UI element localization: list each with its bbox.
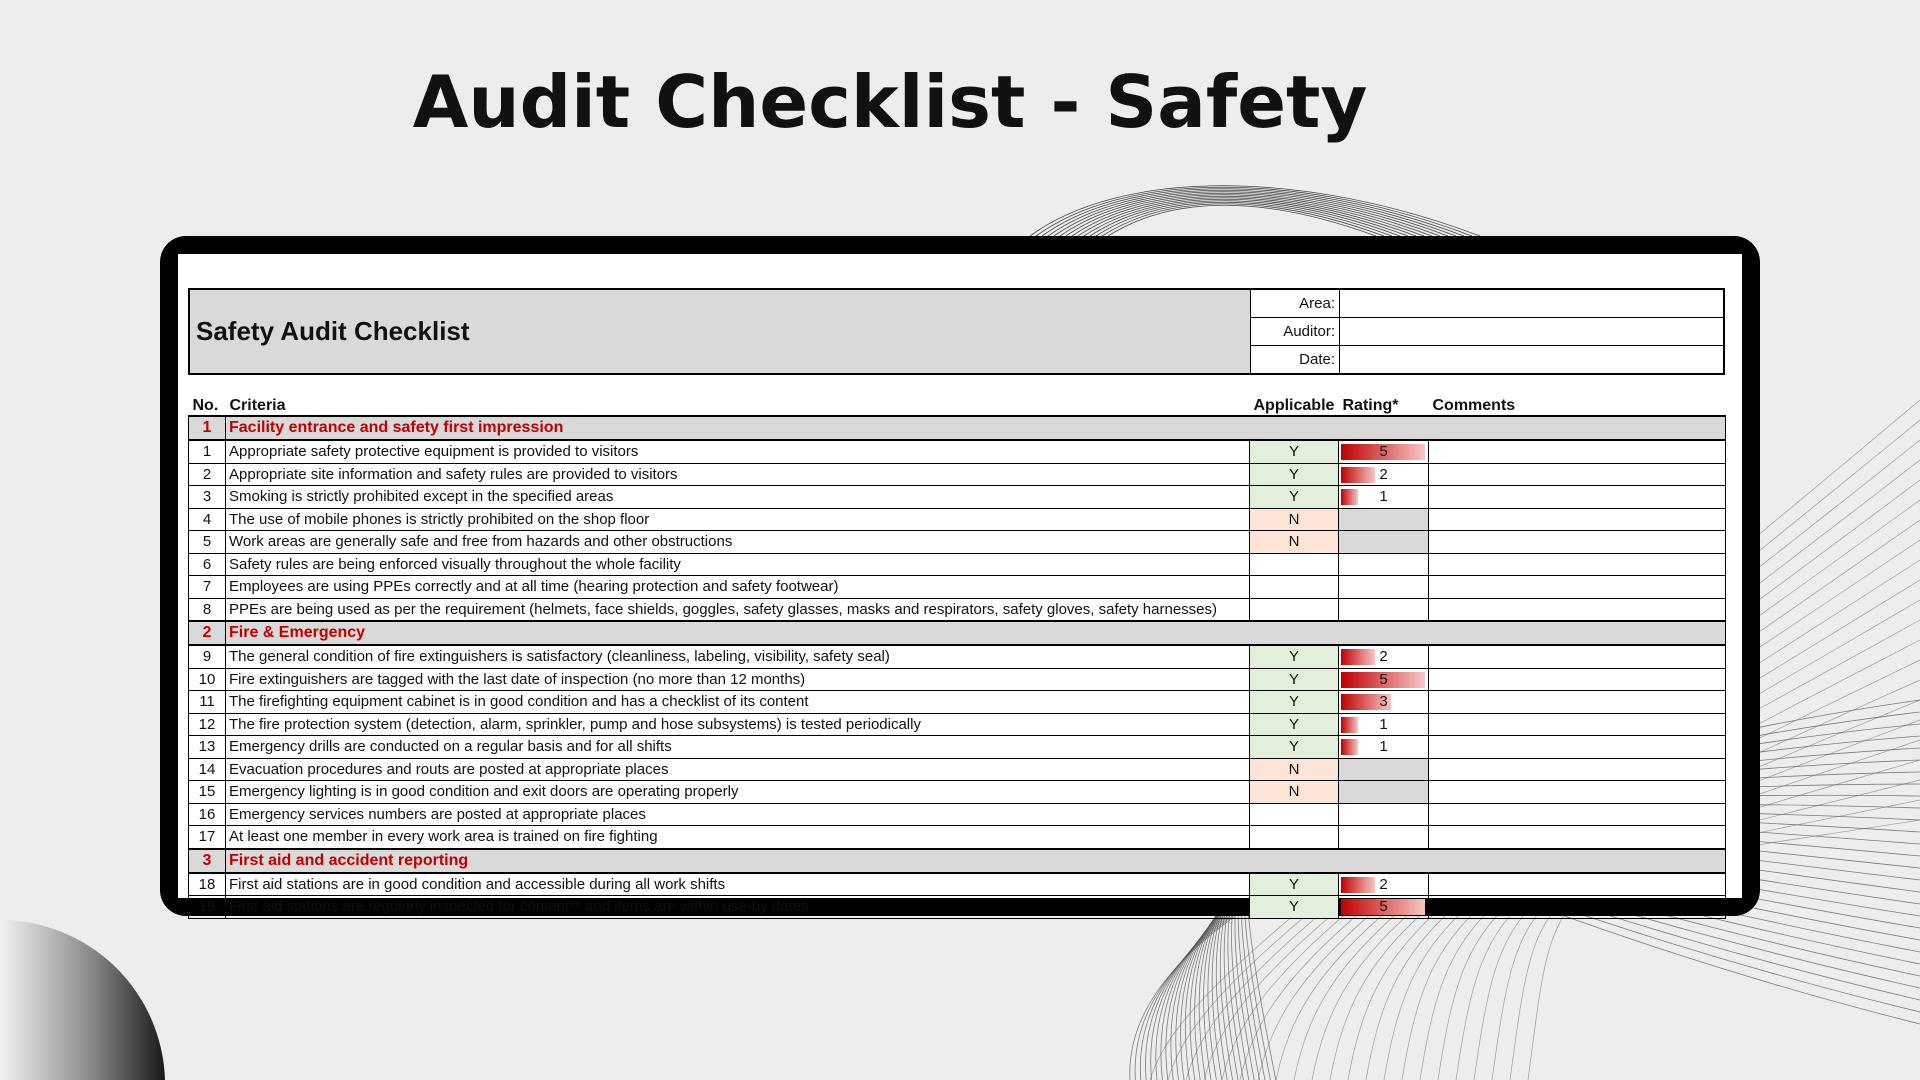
table-row <box>189 736 1726 759</box>
table-row <box>189 576 1726 599</box>
row-criteria: Safety rules are being enforced visually throughout the whole facility <box>226 553 1250 576</box>
table-row <box>189 553 1726 576</box>
applicable-cell[interactable]: N <box>1250 531 1339 554</box>
field-date-value[interactable] <box>1340 346 1723 373</box>
row-criteria: At least one member in every work area is trained on fire fighting <box>226 826 1250 849</box>
col-header-rating: Rating* <box>1342 397 1399 414</box>
checklist-table <box>188 389 1726 919</box>
comments-cell[interactable] <box>1429 736 1726 759</box>
column-headers <box>189 389 1726 416</box>
rating-value: 5 <box>1379 443 1388 461</box>
comments-cell[interactable] <box>1429 576 1726 599</box>
applicable-cell[interactable]: N <box>1250 781 1339 804</box>
rating-cell[interactable] <box>1339 736 1429 759</box>
comments-cell[interactable] <box>1429 463 1726 486</box>
row-criteria: Appropriate site information and safety rules are provided to visitors <box>226 463 1250 486</box>
comments-cell[interactable] <box>1429 440 1726 463</box>
applicable-cell[interactable] <box>1250 553 1339 576</box>
section-title: First aid and accident reporting <box>226 849 1726 873</box>
comments-cell[interactable] <box>1429 803 1726 826</box>
rating-cell[interactable] <box>1339 713 1429 736</box>
field-area-value[interactable] <box>1340 290 1723 317</box>
sheet-title: Safety Audit Checklist <box>190 290 1251 373</box>
row-criteria: Evacuation procedures and routs are posted at appropriate places <box>226 758 1250 781</box>
comments-cell[interactable] <box>1429 896 1726 919</box>
applicable-cell[interactable]: Y <box>1250 645 1339 668</box>
row-criteria: First aid stations are in good condition and accessible during all work shifts <box>226 873 1250 896</box>
row-criteria: Emergency lighting is in good condition and exit doors are operating properly <box>226 781 1250 804</box>
field-area <box>1251 290 1723 318</box>
row-criteria: First aid stations are regularly inspected for content** and items are within use-by dates <box>226 896 1250 919</box>
row-criteria: Emergency drills are conducted on a regular basis and for all shifts <box>226 736 1250 759</box>
comments-cell[interactable] <box>1429 873 1726 896</box>
rating-cell[interactable] <box>1339 576 1429 599</box>
row-number: 7 <box>189 576 226 599</box>
applicable-cell[interactable]: Y <box>1250 873 1339 896</box>
comments-cell[interactable] <box>1429 713 1726 736</box>
col-header-applicable: Applicable <box>1253 397 1335 414</box>
table-row <box>189 691 1726 714</box>
row-number: 6 <box>189 553 226 576</box>
rating-value: 3 <box>1379 693 1388 711</box>
rating-cell[interactable] <box>1339 645 1429 668</box>
row-criteria: The firefighting equipment cabinet is in good condition and has a checklist of its content <box>226 691 1250 714</box>
row-criteria: The fire protection system (detection, alarm, sprinkler, pump and hose subsystems) is tested periodically <box>226 713 1250 736</box>
rating-value: 2 <box>1379 875 1388 893</box>
spreadsheet-frame <box>160 236 1760 916</box>
rating-cell[interactable] <box>1339 486 1429 509</box>
applicable-cell[interactable]: Y <box>1250 713 1339 736</box>
rating-cell[interactable] <box>1339 553 1429 576</box>
applicable-cell[interactable] <box>1250 598 1339 621</box>
rating-value: 2 <box>1379 648 1388 666</box>
table-row <box>189 713 1726 736</box>
col-header-comments: Comments <box>1432 397 1516 414</box>
field-auditor <box>1251 318 1723 346</box>
row-number: 10 <box>189 668 226 691</box>
section-title: Fire & Emergency <box>226 621 1726 645</box>
header-fields <box>1251 290 1723 373</box>
rating-value: 1 <box>1379 715 1388 733</box>
table-row <box>189 781 1726 804</box>
table-row <box>189 463 1726 486</box>
applicable-cell[interactable]: Y <box>1250 896 1339 919</box>
applicable-cell[interactable] <box>1250 826 1339 849</box>
rating-cell[interactable] <box>1339 531 1429 554</box>
table-row <box>189 896 1726 919</box>
applicable-cell[interactable]: Y <box>1250 440 1339 463</box>
rating-cell[interactable] <box>1339 463 1429 486</box>
row-number: 19 <box>189 896 226 919</box>
row-number: 14 <box>189 758 226 781</box>
table-row <box>189 645 1726 668</box>
section-header-row <box>189 849 1726 873</box>
spreadsheet <box>178 254 1742 916</box>
col-header-criteria: Criteria <box>229 397 286 414</box>
row-number: 18 <box>189 873 226 896</box>
section-header-row <box>189 621 1726 645</box>
page-title: Audit Checklist - Safety <box>412 60 1368 144</box>
rating-value: 1 <box>1379 488 1388 506</box>
row-criteria: Employees are using PPEs correctly and at all time (hearing protection and safety footwear) <box>226 576 1250 599</box>
row-number: 13 <box>189 736 226 759</box>
rating-cell[interactable] <box>1339 896 1429 919</box>
row-number: 17 <box>189 826 226 849</box>
row-number: 16 <box>189 803 226 826</box>
table-row <box>189 531 1726 554</box>
rating-value: 2 <box>1379 465 1388 483</box>
comments-cell[interactable] <box>1429 508 1726 531</box>
comments-cell[interactable] <box>1429 486 1726 509</box>
rating-cell[interactable] <box>1339 803 1429 826</box>
rating-value: 1 <box>1379 738 1388 756</box>
col-header-no: No. <box>192 397 219 414</box>
row-criteria: Work areas are generally safe and free from hazards and other obstructions <box>226 531 1250 554</box>
rating-cell[interactable] <box>1339 873 1429 896</box>
section-title: Facility entrance and safety first impression <box>226 416 1726 440</box>
rating-cell[interactable] <box>1339 598 1429 621</box>
applicable-cell[interactable]: Y <box>1250 691 1339 714</box>
rating-value: 5 <box>1379 670 1388 688</box>
rating-cell[interactable] <box>1339 668 1429 691</box>
table-row <box>189 598 1726 621</box>
comments-cell[interactable] <box>1429 598 1726 621</box>
table-row <box>189 668 1726 691</box>
applicable-cell[interactable]: Y <box>1250 463 1339 486</box>
row-number: 9 <box>189 645 226 668</box>
checklist-body <box>189 416 1726 918</box>
applicable-cell[interactable]: Y <box>1250 668 1339 691</box>
rating-cell[interactable] <box>1339 440 1429 463</box>
table-row <box>189 873 1726 896</box>
rating-cell[interactable] <box>1339 826 1429 849</box>
field-date-label: Date: <box>1251 346 1340 373</box>
section-number: 3 <box>189 849 226 873</box>
comments-cell[interactable] <box>1429 691 1726 714</box>
sheet-header <box>188 288 1725 375</box>
row-number: 2 <box>189 463 226 486</box>
field-area-label: Area: <box>1251 290 1340 317</box>
row-number: 11 <box>189 691 226 714</box>
comments-cell[interactable] <box>1429 781 1726 804</box>
row-criteria: The use of mobile phones is strictly prohibited on the shop floor <box>226 508 1250 531</box>
applicable-cell[interactable]: Y <box>1250 486 1339 509</box>
section-number: 1 <box>189 416 226 440</box>
field-date <box>1251 346 1723 373</box>
applicable-cell[interactable]: Y <box>1250 736 1339 759</box>
rating-value: 5 <box>1379 898 1388 916</box>
table-row <box>189 803 1726 826</box>
row-number: 3 <box>189 486 226 509</box>
comments-cell[interactable] <box>1429 553 1726 576</box>
comments-cell[interactable] <box>1429 826 1726 849</box>
comments-cell[interactable] <box>1429 668 1726 691</box>
rating-cell[interactable] <box>1339 781 1429 804</box>
rating-cell[interactable] <box>1339 508 1429 531</box>
row-number: 8 <box>189 598 226 621</box>
rating-cell[interactable] <box>1339 758 1429 781</box>
comments-cell[interactable] <box>1429 531 1726 554</box>
comments-cell[interactable] <box>1429 645 1726 668</box>
applicable-cell[interactable] <box>1250 576 1339 599</box>
table-row <box>189 486 1726 509</box>
row-number: 15 <box>189 781 226 804</box>
applicable-cell[interactable]: N <box>1250 758 1339 781</box>
row-number: 4 <box>189 508 226 531</box>
row-criteria: Smoking is strictly prohibited except in the specified areas <box>226 486 1250 509</box>
row-criteria: Emergency services numbers are posted at appropriate places <box>226 803 1250 826</box>
applicable-cell[interactable]: N <box>1250 508 1339 531</box>
section-number: 2 <box>189 621 226 645</box>
row-criteria: The general condition of fire extinguishers is satisfactory (cleanliness, labeling, visibility, safety seal) <box>226 645 1250 668</box>
table-row <box>189 758 1726 781</box>
row-number: 12 <box>189 713 226 736</box>
comments-cell[interactable] <box>1429 758 1726 781</box>
section-header-row <box>189 416 1726 440</box>
row-number: 5 <box>189 531 226 554</box>
row-criteria: Fire extinguishers are tagged with the last date of inspection (no more than 12 months) <box>226 668 1250 691</box>
row-criteria: Appropriate safety protective equipment is provided to visitors <box>226 440 1250 463</box>
table-row <box>189 508 1726 531</box>
row-number: 1 <box>189 440 226 463</box>
row-criteria: PPEs are being used as per the requirement (helmets, face shields, goggles, safety glasses, masks and respirators, safety gloves, safety harnesses) <box>226 598 1250 621</box>
field-auditor-value[interactable] <box>1340 318 1723 345</box>
applicable-cell[interactable] <box>1250 803 1339 826</box>
table-row <box>189 826 1726 849</box>
field-auditor-label: Auditor: <box>1251 318 1340 345</box>
table-row <box>189 440 1726 463</box>
rating-cell[interactable] <box>1339 691 1429 714</box>
